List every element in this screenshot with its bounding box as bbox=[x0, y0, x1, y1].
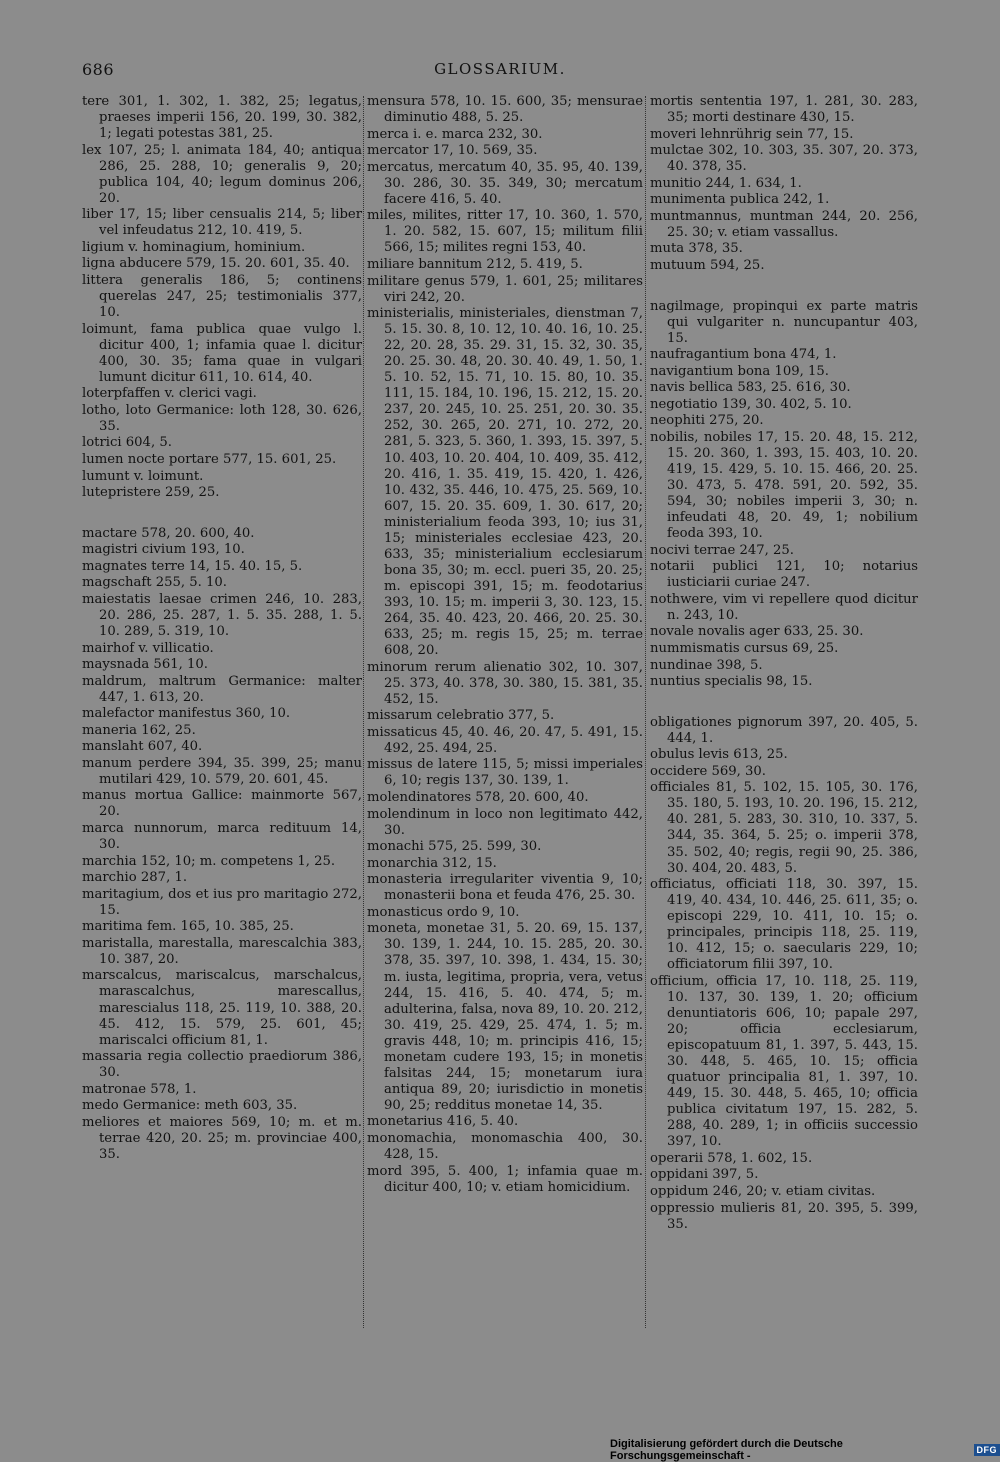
glossary-entry: loterpfaffen v. clerici vagi. bbox=[82, 386, 362, 402]
glossary-entry: marca nunnorum, marca redituum 14, 30. bbox=[82, 821, 362, 853]
glossary-entry: maneria 162, 25. bbox=[82, 723, 362, 739]
glossary-entry: moveri lehnrührig sein 77, 15. bbox=[650, 127, 918, 143]
glossary-entry: monasteria irregulariter viventia 9, 10; monasterii bona et feuda 476, 25. 30. bbox=[367, 872, 643, 904]
glossary-entry: marchio 287, 1. bbox=[82, 870, 362, 886]
glossary-entry: maritagium, dos et ius pro maritagio 272, 15. bbox=[82, 887, 362, 919]
glossary-entry: magistri civium 193, 10. bbox=[82, 542, 362, 558]
glossary-entry: obulus levis 613, 25. bbox=[650, 747, 918, 763]
glossary-entry: missaticus 45, 40. 46, 20. 47, 5. 491, 15. 492, 25. 494, 25. bbox=[367, 725, 643, 757]
glossary-entry: operarii 578, 1. 602, 15. bbox=[650, 1151, 918, 1167]
glossary-entry: munitio 244, 1. 634, 1. bbox=[650, 176, 918, 192]
glossary-entry: munimenta publica 242, 1. bbox=[650, 192, 918, 208]
glossary-entry: oppidani 397, 5. bbox=[650, 1167, 918, 1183]
glossary-entry: malefactor manifestus 360, 10. bbox=[82, 706, 362, 722]
glossary-entry: missarum celebratio 377, 5. bbox=[367, 708, 643, 724]
glossary-entry: naufragantium bona 474, 1. bbox=[650, 347, 918, 363]
glossary-entry: minorum rerum alienatio 302, 10. 307, 25. 373, 40. 378, 30. 380, 15. 381, 35. 452, 15. bbox=[367, 660, 643, 708]
glossary-entry: muta 378, 35. bbox=[650, 241, 918, 257]
glossary-entry: navigantium bona 109, 15. bbox=[650, 364, 918, 380]
glossary-entry: marchia 152, 10; m. competens 1, 25. bbox=[82, 854, 362, 870]
glossary-entry: mensura 578, 10. 15. 600, 35; mensurae diminutio 488, 5. 25. bbox=[367, 94, 643, 126]
glossary-entry: mairhof v. villicatio. bbox=[82, 641, 362, 657]
glossary-entry: moneta, monetae 31, 5. 20. 69, 15. 137, 30. 139, 1. 244, 10. 15. 285, 20. 30. 378, 35. 397, 10. 398, 1. 434, 15. 30; m. iusta, legitima, propria, vera, vetus 244, 15. 416, 5. 40. 474, 5; m. adulterina, falsa, nova 89, 10. 20. 212, 30. 419, 25. 429, 25. 474, 1. 5; m. gravis 448, 10; m. principis 416, 15; monetam cudere 193, 15; in monetis falsitas 244, 15; monetarum iura antiqua 89, 20; iurisdictio in monetis 90, 25; redditus monetae 14, 35. bbox=[367, 921, 643, 1114]
glossary-entry: lotho, loto Germanice: loth 128, 30. 626, 35. bbox=[82, 403, 362, 435]
glossary-entry: officiales 81, 5. 102, 15. 105, 30. 176, 35. 180, 5. 193, 10. 20. 196, 15. 212, 40. 281, 5. 283, 30. 310, 10. 337, 5. 344, 35. 364, 5. 25; o. imperii 378, 35. 502, 40; regis, regii 90, 25. 386, 30. 404, 20. 483, 5. bbox=[650, 780, 918, 876]
glossary-entry: meliores et maiores 569, 10; m. et m. terrae 420, 20. 25; m. provinciae 400, 35. bbox=[82, 1115, 362, 1163]
glossary-entry: manus mortua Gallice: mainmorte 567, 20. bbox=[82, 788, 362, 820]
glossary-entry: lex 107, 25; l. animata 184, 40; antiqua 286, 25. 288, 10; generalis 9, 20; publica 104, 40; legum dominus 206, 20. bbox=[82, 143, 362, 207]
glossary-entry: manum perdere 394, 35. 399, 25; manu mutilari 429, 10. 579, 20. 601, 45. bbox=[82, 756, 362, 788]
glossary-entry: monomachia, monomaschia 400, 30. 428, 15. bbox=[367, 1131, 643, 1163]
glossary-entry: notarii publici 121, 10; notarius iusticiarii curiae 247. bbox=[650, 559, 918, 591]
glossary-entry: loimunt, fama publica quae vulgo l. dicitur 400, 1; infamia quae l. dicitur 400, 30. 35; fama quae in vulgari lumunt dicitur 611, 10. 614, 40. bbox=[82, 322, 362, 386]
glossary-entry: tere 301, 1. 302, 1. 382, 25; legatus, praeses imperii 156, 20. 199, 30. 382, 1; legati potestas 381, 25. bbox=[82, 94, 362, 142]
glossary-entry: navis bellica 583, 25. 616, 30. bbox=[650, 380, 918, 396]
footer-text: Digitalisierung gefördert durch die Deutsche Forschungsgemeinschaft - bbox=[610, 1438, 970, 1462]
glossary-entry: occidere 569, 30. bbox=[650, 764, 918, 780]
glossary-entry: nagilmage, propinqui ex parte matris qui vulgariter n. nuncupantur 403, 15. bbox=[650, 299, 918, 347]
glossary-entry: missus de latere 115, 5; missi imperiales 6, 10; regis 137, 30. 139, 1. bbox=[367, 757, 643, 789]
column-divider bbox=[363, 96, 364, 1328]
glossary-entry: nocivi terrae 247, 25. bbox=[650, 543, 918, 559]
glossary-entry: officiatus, officiati 118, 30. 397, 15. 419, 40. 434, 10. 446, 25. 611, 35; o. episcopi 229, 10. 411, 10. 15; o. principales, principis 118, 25. 119, 10. 412, 15; o. saecularis 229, 10; officiatorum filii 397, 10. bbox=[650, 877, 918, 973]
glossary-entry: lutepristere 259, 25. bbox=[82, 485, 362, 501]
glossary-entry: mulctae 302, 10. 303, 35. 307, 20. 373, 40. 378, 35. bbox=[650, 143, 918, 175]
glossary-entry: matronae 578, 1. bbox=[82, 1082, 362, 1098]
footer-credit bbox=[610, 1438, 1000, 1462]
glossary-entry: manslaht 607, 40. bbox=[82, 739, 362, 755]
glossary-entry: nuntius specialis 98, 15. bbox=[650, 674, 918, 690]
glossary-entry: nundinae 398, 5. bbox=[650, 658, 918, 674]
glossary-entry: lumen nocte portare 577, 15. 601, 25. bbox=[82, 452, 362, 468]
glossary-entry: maritima fem. 165, 10. 385, 25. bbox=[82, 919, 362, 935]
glossary-entry: merca i. e. marca 232, 30. bbox=[367, 127, 643, 143]
glossary-entry: liber 17, 15; liber censualis 214, 5; liber vel infeudatus 212, 10. 419, 5. bbox=[82, 207, 362, 239]
glossary-entry: molendinatores 578, 20. 600, 40. bbox=[367, 790, 643, 806]
glossary-entry: monetarius 416, 5. 40. bbox=[367, 1114, 643, 1130]
glossary-entry: molendinum in loco non legitimato 442, 30. bbox=[367, 807, 643, 839]
letter-section-gap bbox=[82, 502, 362, 526]
glossary-entry: maiestatis laesae crimen 246, 10. 283, 20. 286, 25. 287, 1. 5. 35. 288, 1. 5. 10. 289, 5. 319, 10. bbox=[82, 592, 362, 640]
glossary-entry: mortis sententia 197, 1. 281, 30. 283, 35; morti destinare 430, 15. bbox=[650, 94, 918, 126]
glossary-entry: obligationes pignorum 397, 20. 405, 5. 444, 1. bbox=[650, 715, 918, 747]
glossary-entry: maldrum, maltrum Germanice: malter 447, 1. 613, 20. bbox=[82, 674, 362, 706]
glossary-entry: lumunt v. loimunt. bbox=[82, 469, 362, 485]
glossary-entry: militare genus 579, 1. 601, 25; militares viri 242, 20. bbox=[367, 274, 643, 306]
page-number: 686 bbox=[82, 60, 114, 79]
glossary-entry: oppidum 246, 20; v. etiam civitas. bbox=[650, 1184, 918, 1200]
glossary-entry: miliare bannitum 212, 5. 419, 5. bbox=[367, 257, 643, 273]
glossary-entry: monarchia 312, 15. bbox=[367, 856, 643, 872]
glossary-entry: negotiatio 139, 30. 402, 5. 10. bbox=[650, 397, 918, 413]
glossary-entry: mercatus, mercatum 40, 35. 95, 40. 139, 30. 286, 30. 35. 349, 30; mercatum facere 416, 5. 40. bbox=[367, 160, 643, 208]
glossary-entry: maristalla, marestalla, marescalchia 383, 10. 387, 20. bbox=[82, 936, 362, 968]
glossary-entry: littera generalis 186, 5; continens querelas 247, 25; testimonialis 377, 10. bbox=[82, 273, 362, 321]
glossary-entry: nobilis, nobiles 17, 15. 20. 48, 15. 212, 15. 20. 360, 1. 393, 15. 403, 10. 20. 419, 15. 429, 5. 10. 15. 466, 20. 25. 30. 473, 5. 478. 591, 20. 592, 35. 594, 30; nobiles imperii 3, 30; n. infeudati 48, 20. 49, 1; nobilium feoda 393, 10. bbox=[650, 430, 918, 542]
glossary-entry: miles, milites, ritter 17, 10. 360, 1. 570, 1. 20. 582, 15. 607, 15; militum filii 566, 15; milites regni 153, 40. bbox=[367, 208, 643, 256]
glossary-entry: massaria regia collectio praediorum 386, 30. bbox=[82, 1049, 362, 1081]
glossary-entry: officium, officia 17, 10. 118, 25. 119, 10. 137, 30. 139, 1. 20; officium denuntiatoris 606, 10; papale 297, 20; officia ecclesiarum, episcopatuum 81, 1. 397, 5. 443, 15. 30. 448, 5. 465, 10. 15; officia quatuor principalia 81, 1. 397, 10. 449, 15. 30. 448, 5. 465, 10; officia publica civitatum 197, 15. 282, 5. 288, 40. 289, 1; in officiis successio 397, 10. bbox=[650, 974, 918, 1151]
glossary-entry: mactare 578, 20. 600, 40. bbox=[82, 526, 362, 542]
glossary-entry: mord 395, 5. 400, 1; infamia quae m. dicitur 400, 10; v. etiam homicidium. bbox=[367, 1164, 643, 1196]
glossary-entry: nothwere, vim vi repellere quod dicitur n. 243, 10. bbox=[650, 592, 918, 624]
column-divider bbox=[645, 96, 646, 1328]
glossary-entry: mercator 17, 10. 569, 35. bbox=[367, 143, 643, 159]
glossary-entry: neophiti 275, 20. bbox=[650, 413, 918, 429]
glossary-entry: novale novalis ager 633, 25. 30. bbox=[650, 624, 918, 640]
glossary-entry: ligna abducere 579, 15. 20. 601, 35. 40. bbox=[82, 256, 362, 272]
column-middle bbox=[367, 94, 643, 1196]
column-right bbox=[650, 94, 918, 1233]
glossary-entry: magschaft 255, 5. 10. bbox=[82, 575, 362, 591]
glossary-entry: monasticus ordo 9, 10. bbox=[367, 905, 643, 921]
glossary-entry: oppressio mulieris 81, 20. 395, 5. 399, 35. bbox=[650, 1201, 918, 1233]
glossary-entry: monachi 575, 25. 599, 30. bbox=[367, 839, 643, 855]
letter-section-gap bbox=[650, 691, 918, 715]
running-title: GLOSSARIUM. bbox=[0, 60, 1000, 78]
glossary-entry: magnates terre 14, 15. 40. 15, 5. bbox=[82, 559, 362, 575]
glossary-entry: maysnada 561, 10. bbox=[82, 657, 362, 673]
glossary-entry: marscalcus, mariscalcus, marschalcus, marascalchus, marescallus, marescialus 118, 25. 119, 10. 388, 20. 45. 412, 15. 579, 25. 601, 45; mariscalci officium 81, 1. bbox=[82, 968, 362, 1048]
glossary-entry: lotrici 604, 5. bbox=[82, 435, 362, 451]
glossary-entry: muntmannus, muntman 244, 20. 256, 25. 30; v. etiam vassallus. bbox=[650, 209, 918, 241]
letter-section-gap bbox=[650, 275, 918, 299]
glossary-entry: medo Germanice: meth 603, 35. bbox=[82, 1098, 362, 1114]
dfg-logo: DFG bbox=[974, 1444, 1000, 1456]
glossary-entry: ligium v. hominagium, hominium. bbox=[82, 240, 362, 256]
glossary-entry: nummismatis cursus 69, 25. bbox=[650, 641, 918, 657]
glossary-entry: ministerialis, ministeriales, dienstman 7, 5. 15. 30. 8, 10. 12, 10. 40. 16, 10. 25. 22, 20. 28, 35. 29. 31, 15. 32, 30. 35, 20. 25. 30. 48, 20. 30. 40. 49, 1. 50, 1. 5. 10. 52, 15. 71, 10. 15. 80, 10. 35. 111, 15. 184, 10. 196, 15. 212, 15. 20. 237, 20. 245, 10. 25. 251, 20. 30. 35. 252, 30. 265, 20. 271, 10. 272, 20. 281, 5. 323, 5. 360, 1. 393, 15. 397, 5. 10. 403, 10. 20. 404, 10. 409, 35. 412, 20. 416, 1. 35. 419, 15. 420, 1. 426, 10. 432, 35. 446, 10. 475, 25. 569, 10. 607, 15. 20. 35. 609, 1. 30. 617, 20; ministerialium feoda 393, 10; ius 31, 15; ministeriales ecclesiae 423, 20. 633, 35; ministerialium ecclesiarum bona 35, 30; m. eccl. pueri 35, 20. 25; m. episcopi 391, 15; m. feodotarius 393, 10. 15; m. imperii 3, 30. 123, 15. 264, 35. 40. 423, 20. 466, 20. 25. 30. 633, 25; m. regis 15, 25; m. terrae 608, 20. bbox=[367, 306, 643, 659]
column-left bbox=[82, 94, 362, 1164]
glossary-entry: mutuum 594, 25. bbox=[650, 258, 918, 274]
